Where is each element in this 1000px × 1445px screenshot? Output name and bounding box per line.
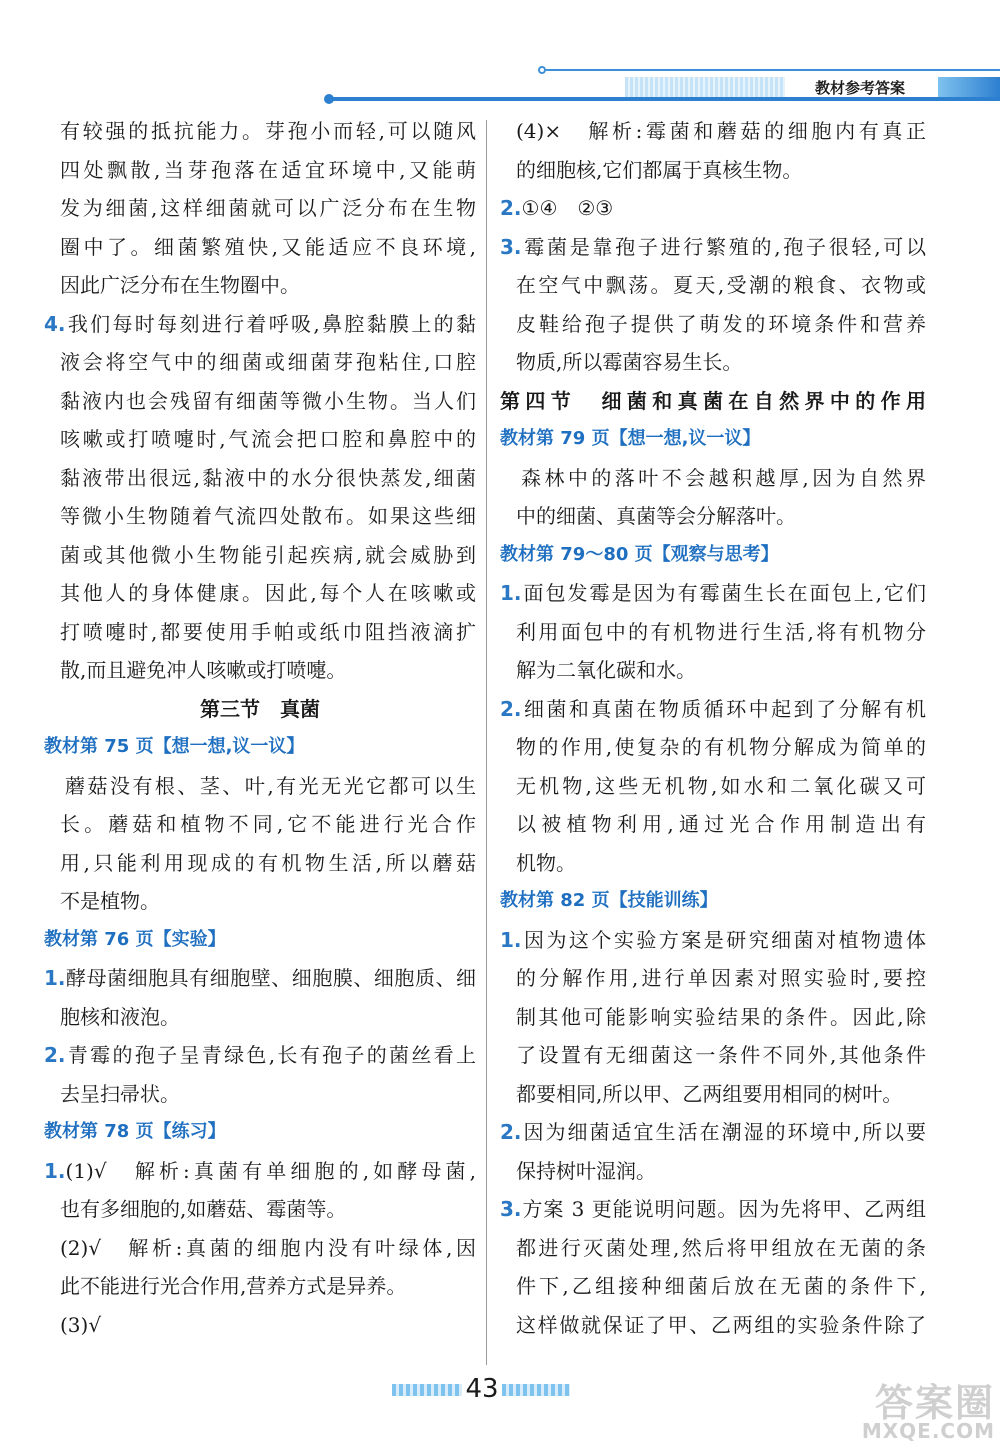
item-number: 2.	[500, 196, 522, 220]
item-number: 1.	[44, 1158, 66, 1183]
section-heading: 第三节 真菌	[200, 696, 320, 721]
text-line: 黏液带出很远,黏液中的水分很快蒸发,细菌	[60, 465, 476, 490]
watermark-text: 答案圈	[874, 1381, 995, 1425]
answer-text: ①④ ②③	[521, 196, 614, 220]
answer-text: 酵母菌细胞具有细胞壁、细胞膜、细胞质、细	[65, 966, 476, 990]
answer-text: 我们每时每刻进行着呼吸,鼻腔黏膜上的黏	[65, 311, 476, 336]
text-line: 无机物,这些无机物,如水和二氧化碳又可	[516, 773, 926, 798]
page-number: 43	[465, 1374, 499, 1404]
text-line: 件下,乙组接种细菌后放在无菌的条件下,	[516, 1274, 926, 1298]
text-line: 散,而且避免冲人咳嗽或打喷嚏。	[60, 658, 347, 682]
text-line: 也有多细胞的,如蘑菇、霉菌等。	[60, 1197, 347, 1221]
item-number: 2.	[44, 1043, 66, 1067]
text-line: 去呈扫帚状。	[60, 1081, 180, 1106]
item-number: 3.	[500, 1197, 522, 1221]
answer-text: 方案 3 更能说明问题。因为先将甲、乙两组	[521, 1197, 926, 1221]
item-number: 4.	[44, 311, 66, 336]
answer-text: (1)√ 解析:真菌有单细胞的,如酵母菌,	[65, 1158, 476, 1183]
text-line: 四处飘散,当芽孢落在适宜环境中,又能萌	[60, 157, 476, 182]
text-line: 不是植物。	[60, 889, 160, 913]
text-line: 保持树叶湿润。	[516, 1158, 656, 1183]
item-number: 1.	[500, 581, 522, 605]
right-column	[500, 112, 926, 1344]
text-line: 森林中的落叶不会越积越厚,因为自然界	[521, 465, 926, 490]
answer-item-2	[500, 189, 926, 228]
header-line-top	[546, 69, 1000, 71]
text-line: 此不能进行光合作用,营养方式是异养。	[60, 1274, 407, 1298]
answer-item-3	[500, 228, 926, 267]
text-line: 打喷嚏时,都要使用手帕或纸巾阻挡液滴扩	[60, 619, 476, 644]
answer-text: 因为这个实验方案是研究细菌对植物遗体	[521, 927, 926, 952]
answer-item-3	[500, 1190, 926, 1229]
text-line: 这样做就保证了甲、乙两组的实验条件除了	[516, 1312, 926, 1337]
text-line: 的细胞核,它们都属于真核生物。	[516, 157, 803, 182]
watermark-url: MXQE.COM	[861, 1419, 995, 1443]
answer-text: 面包发霉是因为有霉菌生长在面包上,它们	[521, 581, 926, 605]
text-line: 制其他可能影响实验结果的条件。因此,除	[516, 1004, 926, 1029]
answer-text: 因为细菌适宜生活在潮湿的环境中,所以要	[521, 1120, 926, 1144]
answer-item-1	[500, 574, 926, 613]
answer-item-1	[500, 921, 926, 960]
textbook-reference: 教材第 79 页【想一想,议一议】	[500, 428, 761, 449]
item-number: 2.	[500, 696, 522, 721]
text-line: (4)× 解析:霉菌和蘑菇的细胞内有真正	[516, 119, 926, 143]
text-line: 圈中了。细菌繁殖快,又能适应不良环境,	[60, 234, 476, 259]
item-number: 1.	[500, 927, 522, 952]
text-line: 物质,所以霉菌容易生长。	[516, 350, 743, 374]
text-line: 在空气中飘荡。夏天,受潮的粮食、衣物或	[516, 273, 926, 297]
answer-text: 青霉的孢子呈青绿色,长有孢子的菌丝看上	[65, 1043, 476, 1067]
answer-item-2	[44, 1036, 476, 1075]
section-heading: 第四节 细菌和真菌在自然界中的作用	[500, 388, 926, 413]
text-line: 其他人的身体健康。因此,每个人在咳嗽或	[60, 581, 476, 605]
textbook-reference: 教材第 76 页【实验】	[44, 928, 226, 950]
text-line: 咳嗽或打喷嚏时,气流会把口腔和鼻腔中的	[60, 427, 476, 451]
header-label: 教材参考答案	[785, 77, 935, 99]
text-line: 菌或其他微小生物能引起疾病,就会威胁到	[60, 542, 476, 567]
header-line-main	[333, 97, 1000, 101]
item-number: 2.	[500, 1120, 522, 1144]
text-line: 解为二氧化碳和水。	[516, 658, 696, 682]
answer-item-2	[500, 1113, 926, 1152]
textbook-reference: 教材第 78 页【练习】	[44, 1121, 226, 1142]
text-line: 液会将空气中的细菌或细菌芽孢粘住,口腔	[60, 350, 476, 374]
header-right-block	[938, 77, 1000, 99]
footer-decoration-right	[502, 1384, 570, 1396]
text-line: 都要相同,所以甲、乙两组要用相同的树叶。	[516, 1081, 903, 1106]
text-line: 胞核和液泡。	[60, 1004, 180, 1029]
text-line: 有较强的抵抗能力。芽孢小而轻,可以随风	[60, 119, 476, 143]
item-number: 3.	[500, 234, 522, 259]
text-line: 物的作用,使复杂的有机物分解成为简单的	[516, 735, 926, 759]
text-line: 黏液内也会残留有细菌等微小生物。当人们	[60, 388, 476, 413]
text-line: (2)√ 解析:真菌的细胞内没有叶绿体,因	[60, 1235, 476, 1260]
header-gradient-bar	[625, 77, 785, 99]
answer-text: 细菌和真菌在物质循环中起到了分解有机	[521, 696, 926, 721]
text-line: 了设置有无细菌这一条件不同外,其他条件	[516, 1043, 926, 1067]
text-line: 长。蘑菇和植物不同,它不能进行光合作	[60, 812, 476, 836]
text-line: 的分解作用,进行单因素对照实验时,要控	[516, 966, 926, 990]
answer-text: 霉菌是靠孢子进行繁殖的,孢子很轻,可以	[521, 234, 926, 259]
text-line: 都进行灭菌处理,然后将甲组放在无菌的条	[516, 1235, 926, 1260]
text-line: 以被植物利用,通过光合作用制造出有	[516, 812, 926, 836]
text-line: 皮鞋给孢子提供了萌发的环境条件和营养	[516, 311, 926, 336]
text-line: 等微小生物随着气流四处散布。如果这些细	[60, 504, 476, 528]
textbook-reference: 教材第 82 页【技能训练】	[500, 890, 718, 911]
answer-item-2	[500, 690, 926, 729]
text-line: (3)√	[60, 1312, 102, 1337]
text-line: 发为细菌,这样细菌就可以广泛分布在生物	[60, 196, 476, 220]
text-line: 用,只能利用现成的有机物生活,所以蘑菇	[60, 850, 476, 875]
text-line: 机物。	[516, 850, 576, 875]
text-line: 中的细菌、真菌等会分解落叶。	[516, 504, 796, 528]
item-number: 1.	[44, 966, 66, 990]
watermark-logo	[795, 1381, 995, 1443]
textbook-reference: 教材第 79～80 页【观察与思考】	[500, 543, 779, 565]
left-column	[44, 112, 476, 1344]
text-line: 因此广泛分布在生物圈中。	[60, 273, 300, 297]
header-dot-small	[538, 66, 546, 74]
column-divider	[486, 120, 487, 1365]
text-line: 利用面包中的有机物进行生活,将有机物分	[516, 619, 926, 644]
textbook-reference: 教材第 75 页【想一想,议一议】	[44, 736, 305, 757]
answer-item-4	[44, 305, 476, 344]
answer-item-1	[44, 1152, 476, 1191]
answer-item-1	[44, 959, 476, 998]
footer-decoration-left	[392, 1384, 462, 1396]
text-line: 蘑菇没有根、茎、叶,有光无光它都可以生	[65, 773, 476, 798]
